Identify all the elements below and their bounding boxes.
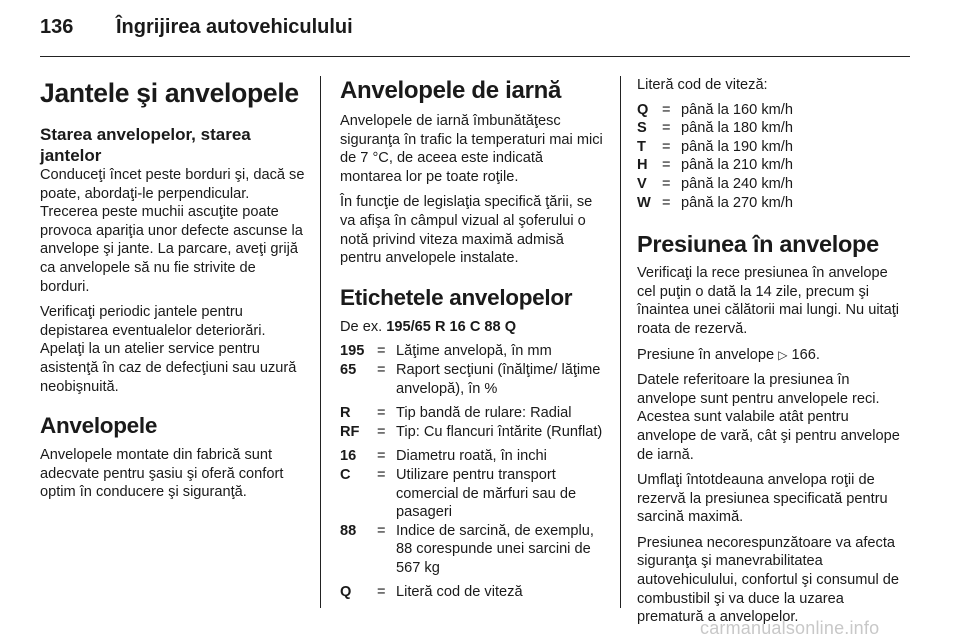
paragraph-factory-tyres: Anvelopele montate din fabrică sunt adecvate pentru şasiu şi oferă confort optim în conducere şi siguranţă. xyxy=(40,447,284,501)
speed-row xyxy=(637,101,907,120)
column-3 xyxy=(637,76,907,634)
speed-equals: = xyxy=(662,101,671,118)
definition-equals: = xyxy=(377,522,386,539)
definition-key: 195 xyxy=(340,343,365,360)
definition-key: C xyxy=(340,466,351,483)
definition-equals: = xyxy=(377,584,386,601)
definition-equals: = xyxy=(377,343,386,360)
example-line xyxy=(340,318,608,337)
heading-tyre-pressure: Presiunea în anvelope xyxy=(637,231,879,258)
speed-key: S xyxy=(637,120,647,137)
header-divider xyxy=(40,56,910,57)
speed-row xyxy=(637,175,907,194)
page-reference-arrow-icon: ▷ xyxy=(778,347,788,362)
definition-value: Utilizare pentru transport comercial de mărfuri sau de pasageri xyxy=(396,466,577,521)
speed-equals: = xyxy=(662,175,671,192)
speed-key: W xyxy=(637,194,651,211)
definition-value: Indice de sarcină, de exemplu, 88 corespunde unei sarcini de 567 kg xyxy=(396,522,594,576)
speed-equals: = xyxy=(662,120,671,137)
definition-key: 16 xyxy=(340,448,357,465)
speed-key: T xyxy=(637,138,646,155)
speed-key: Q xyxy=(637,101,649,118)
definition-row xyxy=(340,466,608,522)
paragraph-spare-wheel: Umflaţi întotdeauna anvelopa roţii de rezervă la presiunea specificată pentru sarcină maximă. xyxy=(637,472,888,526)
speed-row xyxy=(637,119,907,138)
speed-value: până la 160 km/h xyxy=(681,101,793,118)
speed-value: până la 270 km/h xyxy=(681,194,793,211)
speed-row xyxy=(637,194,907,213)
paragraph-winter-safety: Anvelopele de iarnă îmbunătăţesc siguranţa în trafic la temperaturi mai mici de 7 °C, de aceea este indicată montarea lor pe toate roţile. xyxy=(340,113,603,185)
definition-equals: = xyxy=(377,466,386,483)
definition-key: Q xyxy=(340,584,352,601)
speed-value: până la 190 km/h xyxy=(681,138,793,155)
definition-equals: = xyxy=(377,423,386,440)
definition-equals: = xyxy=(377,405,386,422)
column-2 xyxy=(340,76,608,602)
paragraph-pressure-reference xyxy=(637,346,907,365)
definition-key: R xyxy=(340,405,351,422)
paragraph-cold-tyres: Datele referitoare la presiunea în anvelope sunt pentru anvelopele reci. Acestea sunt valabile atât pentru anvelope de vară, cât şi pentru anvelope de iarnă. xyxy=(637,372,900,463)
speed-key: H xyxy=(637,157,648,174)
definition-value: Lăţime anvelopă, în mm xyxy=(396,343,552,360)
designation-list xyxy=(340,342,608,602)
watermark: carmanualsonline.info xyxy=(700,618,880,638)
heading-winter-tyres: Anvelopele de iarnă xyxy=(340,77,562,104)
definition-row xyxy=(340,361,608,398)
paragraph-inspection: Verificaţi periodic jantele pentru depistarea eventualelor deteriorări. Apelaţi la un atelier service pentru asistenţă în caz de defecţiuni sau uzură neobişnuită. xyxy=(40,304,297,395)
definition-row xyxy=(340,447,608,466)
paragraph-curbs: Conduceţi încet peste borduri şi, dacă se poate, abordaţi-le perpendicular. Trecerea peste muchii ascuţite poate provoca apariţia unor defecte ascunse la anvelope şi jante. La parcare, aveţi grijă ca anvelopele să nu fie strivite de borduri. xyxy=(40,167,305,295)
section-title: Jantele şi anvelopele xyxy=(40,78,299,108)
paragraph-speed-note: În funcţie de legislaţia specifică ţării, se va afişa în câmpul vizual al şoferului o notă privind viteza maximă admisă pentru anvelopele instalate. xyxy=(340,194,593,267)
speed-row xyxy=(637,156,907,175)
page-number: 136 xyxy=(40,16,74,38)
heading-tyre-designations: Etichetele anvelopelor xyxy=(340,284,573,310)
definition-key: 65 xyxy=(340,361,357,378)
speed-code-intro: Literă cod de viteză: xyxy=(637,77,768,93)
definition-equals: = xyxy=(377,448,386,465)
definition-row xyxy=(340,583,608,602)
column-divider-2 xyxy=(620,76,621,608)
example-code: 195/65 R 16 C 88 Q xyxy=(386,318,517,335)
definition-equals: = xyxy=(377,361,386,378)
paragraph-incorrect-pressure: Presiunea necorespunzătoare va afecta siguranţa şi manevrabilitatea autovehiculului, confortul şi consumul de combustibil şi va duce la uzarea prematură a anvelopelor. xyxy=(637,534,900,626)
definition-value: Tip bandă de rulare: Radial xyxy=(396,405,572,422)
speed-equals: = xyxy=(662,194,671,211)
speed-code-list xyxy=(637,101,907,213)
speed-row xyxy=(637,138,907,157)
running-title: Îngrijirea autovehiculului xyxy=(116,16,353,38)
definition-value: Literă cod de viteză xyxy=(396,584,523,601)
definition-row xyxy=(340,522,608,578)
definition-row xyxy=(340,423,608,442)
speed-value: până la 180 km/h xyxy=(681,120,793,137)
definition-row xyxy=(340,342,608,361)
column-1 xyxy=(40,76,305,509)
pressure-reference-text: Presiune în anvelope xyxy=(637,346,775,363)
definition-row xyxy=(340,404,608,423)
speed-value: până la 210 km/h xyxy=(681,157,793,174)
page-header xyxy=(40,16,910,52)
definition-key: RF xyxy=(340,423,360,440)
example-prefix: De ex. xyxy=(340,318,383,335)
definition-value: Tip: Cu flancuri întărite (Runflat) xyxy=(396,423,603,440)
definition-value: Raport secţiuni (înălţime/ lăţime anvelopă), în % xyxy=(396,361,601,397)
definition-value: Diametru roată, în inchi xyxy=(396,448,547,465)
heading-tyres: Anvelopele xyxy=(40,413,158,439)
definition-key: 88 xyxy=(340,522,357,539)
speed-equals: = xyxy=(662,138,671,155)
column-divider-1 xyxy=(320,76,321,608)
speed-equals: = xyxy=(662,157,671,174)
pressure-reference-page[interactable]: 166. xyxy=(791,346,820,363)
speed-key: V xyxy=(637,175,647,192)
subsection-heading-rim-condition: Starea anvelopelor, starea jantelor xyxy=(40,125,251,165)
paragraph-check-pressure: Verificaţi la rece presiunea în anvelope cel puţin o dată la 14 zile, precum şi înaintea unei călătorii mai lungi. Nu uitaţi roata de rezervă. xyxy=(637,265,900,337)
speed-value: până la 240 km/h xyxy=(681,175,793,192)
